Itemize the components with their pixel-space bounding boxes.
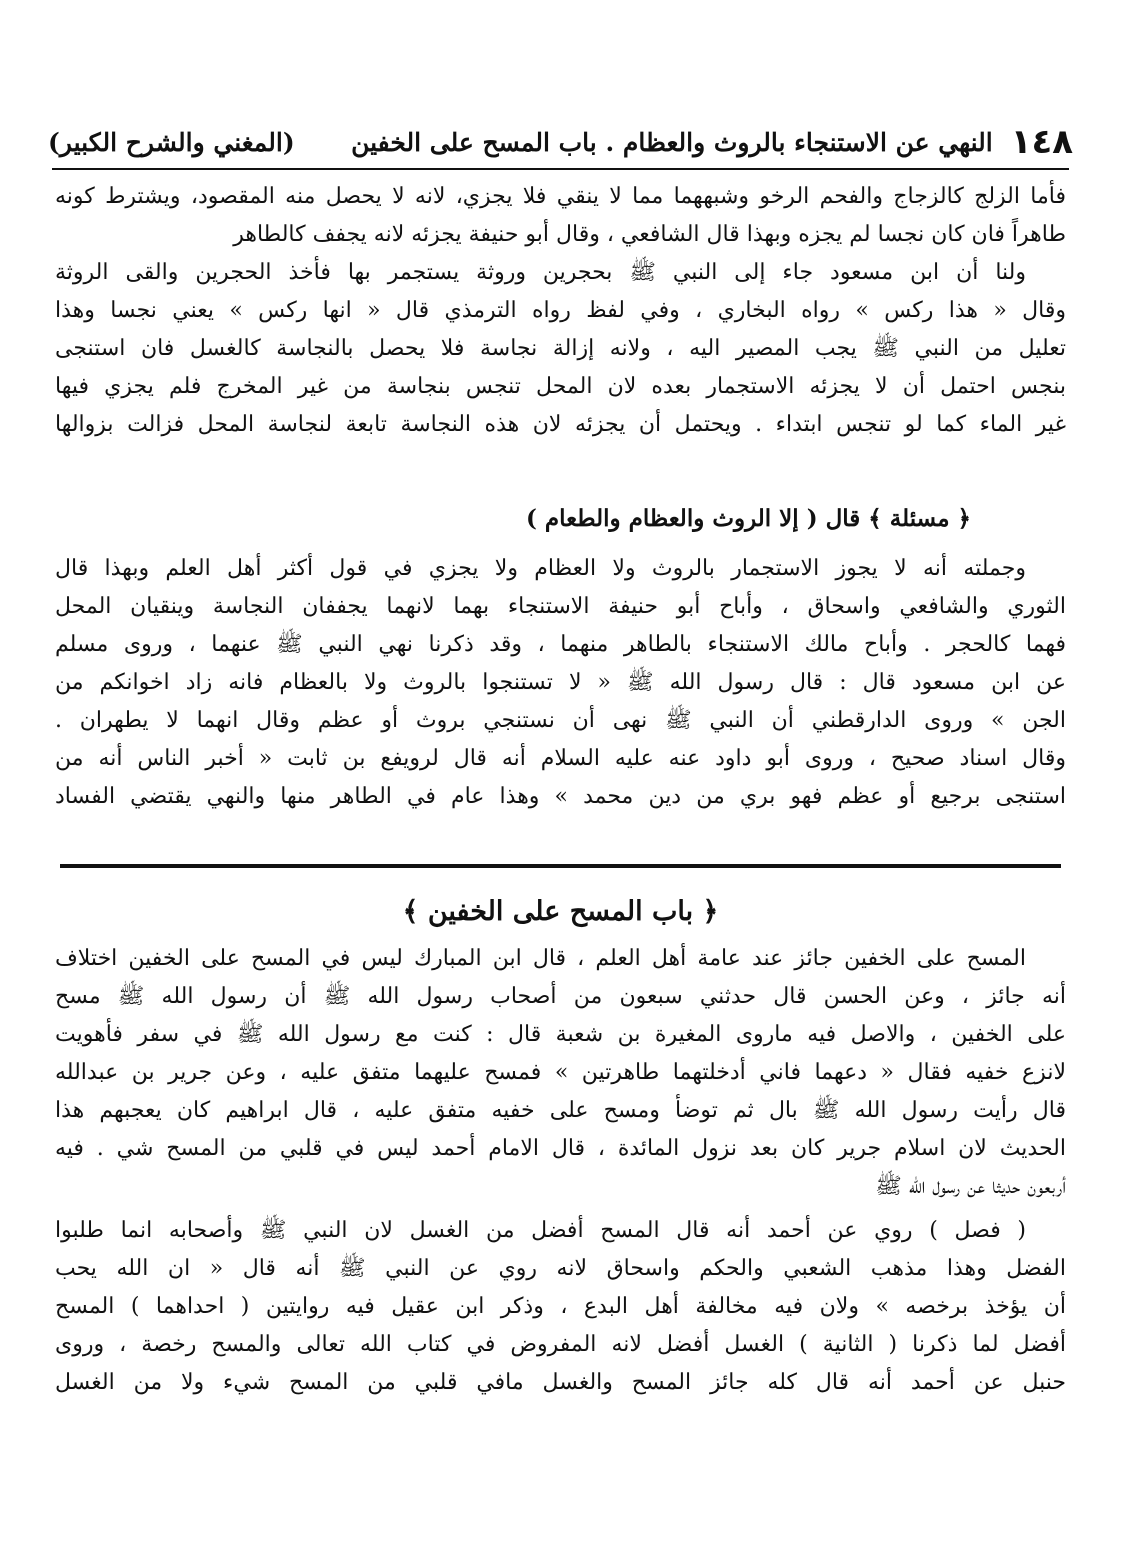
text-line: وقال اسناد صحيح ، وروى أبو داود عنه عليه السلام أنه قال لرويفع بن ثابت « أخبر الناس أنه من [55, 746, 1066, 771]
text-line: الفضل وهذا مذهب الشعبي والحكم واسحاق لانه روي عن النبي ﷺ أنه قال « ان الله يحب [55, 1256, 1066, 1281]
page-header [48, 118, 1073, 166]
text-line: على الخفين ، والاصل فيه ماروى المغيرة بن شعبة قال : كنت مع رسول الله ﷺ في سفر فأهويت [55, 1022, 1066, 1047]
text-line: وجملته أنه لا يجوز الاستجمار بالروث ولا العظام ولا يجزي في قول أكثر أهل العلم وبهذا قال [55, 556, 1026, 581]
book-title: (المغني والشرح الكبير) [48, 127, 295, 157]
text-line: استنجى برجيع أو عظم فهو بري من دين محمد » وهذا عام في الطاهر منها والنهي يقتضي الفساد [55, 784, 1066, 809]
running-title: النهي عن الاستنجاء بالروث والعظام . باب المسح على الخفين [351, 127, 993, 157]
paragraph-block-4 [55, 1212, 1066, 1402]
text-line: ( فصل ) روي عن أحمد أنه قال المسح أفضل من الغسل لان النبي ﷺ وأصحابه انما طلبوا [55, 1218, 1026, 1243]
text-line: المسح على الخفين جائز عند عامة أهل العلم ، قال ابن المبارك ليس في المسح على الخفين اختلاف [55, 946, 1027, 971]
section-divider [60, 864, 1061, 868]
text-line: الحديث لان اسلام جرير كان بعد نزول المائدة ، قال الامام أحمد ليس في قلبي من المسح شي . فيه [55, 1136, 1066, 1161]
page-number: ١٤٨ [1010, 122, 1073, 162]
text-line: الجن » وروى الدارقطني أن النبي ﷺ نهى أن نستنجي بروث أو عظم وقال انهما لا يطهران . [55, 708, 1066, 733]
text-line: بنجس احتمل أن لا يجزئه الاستجمار بعده لان المحل تنجس بنجاسة من غير المخرج فلم يجزي فيها [55, 374, 1066, 399]
text-line: أربعون حديثا عن رسول الله ﷺ [875, 1174, 1066, 1199]
text-line: فهما كالحجر . وأباح مالك الاستنجاء بالطاهر منهما ، وقد ذكرنا نهي النبي ﷺ عنهما ، وروى مسلم [55, 632, 1066, 657]
section-title: ﴿ باب المسح على الخفين ﴾ [402, 896, 719, 927]
text-line: وقال « هذا ركس » رواه البخاري ، وفي لفظ رواه الترمذي قال « انها ركس » يعني نجسا وهذا [55, 298, 1066, 323]
header-rule [52, 168, 1069, 170]
text-line: طاهراً فان كان نجسا لم يجزه وبهذا قال الشافعي ، وقال أبو حنيفة يجزئه لانه يجفف كالطاهر [233, 222, 1066, 247]
paragraph-block-1 [55, 178, 1066, 444]
paragraph-block-3 [55, 940, 1066, 1206]
text-line: عن ابن مسعود قال : قال رسول الله ﷺ « لا تستنجوا بالروث ولا بالعظام فانه زاد اخوانكم من [55, 670, 1066, 695]
text-line: الثوري والشافعي واسحاق ، وأباح أبو حنيفة الاستنجاء بهما لانهما يجففان النجاسة وينقيان المحل [55, 594, 1066, 619]
text-line: فأما الزلج كالزجاج والفحم الرخو وشبههما مما لا ينقي فلا يجزي، لانه لا يحصل منه المقصود، ويشترط كونه [55, 184, 1066, 209]
text-line: حنبل عن أحمد أنه قال كله جائز المسح والغسل مافي قلبي من المسح شيء ولا من الغسل [55, 1370, 1066, 1395]
text-line: أن يؤخذ برخصه » ولان فيه مخالفة أهل البدع ، وذكر ابن عقيل فيه روايتين ( احداهما ) المسح [55, 1294, 1066, 1319]
text-line: لانزع خفيه فقال « دعهما فاني أدخلتهما طاهرتين » فمسح عليهما متفق عليه ، وعن جرير بن عبدالله [55, 1060, 1066, 1085]
text-line: أنه جائز ، وعن الحسن قال حدثني سبعون من أصحاب رسول الله ﷺ أن رسول الله ﷺ مسح [55, 984, 1066, 1009]
text-line: قال رأيت رسول الله ﷺ بال ثم توضأ ومسح على خفيه متفق عليه ، قال ابراهيم كان يعجبهم هذا [55, 1098, 1066, 1123]
text-line: غير الماء كما لو تنجس ابتداء . ويحتمل أن يجزئه لان هذه النجاسة تابعة لنجاسة المحل فزالت بزوالها [55, 412, 1066, 437]
text-line: ولنا أن ابن مسعود جاء إلى النبي ﷺ بحجرين وروثة يستجمر بها فأخذ الحجرين والقى الروثة [55, 260, 1026, 285]
paragraph-block-2 [55, 550, 1066, 816]
masala-heading: ﴿ مسئلة ﴾ قال ( إلا الروث والعظام والطعام ) [525, 505, 971, 532]
text-line: تعليل من النبي ﷺ يجب المصير اليه ، ولانه إزالة نجاسة فلا يحصل بالنجاسة كالغسل فان استنجى [55, 336, 1066, 361]
text-line: أفضل لما ذكرنا ( الثانية ) الغسل أفضل لانه المفروض في كتاب الله تعالى والمسح رخصة ، وروى [55, 1332, 1066, 1357]
